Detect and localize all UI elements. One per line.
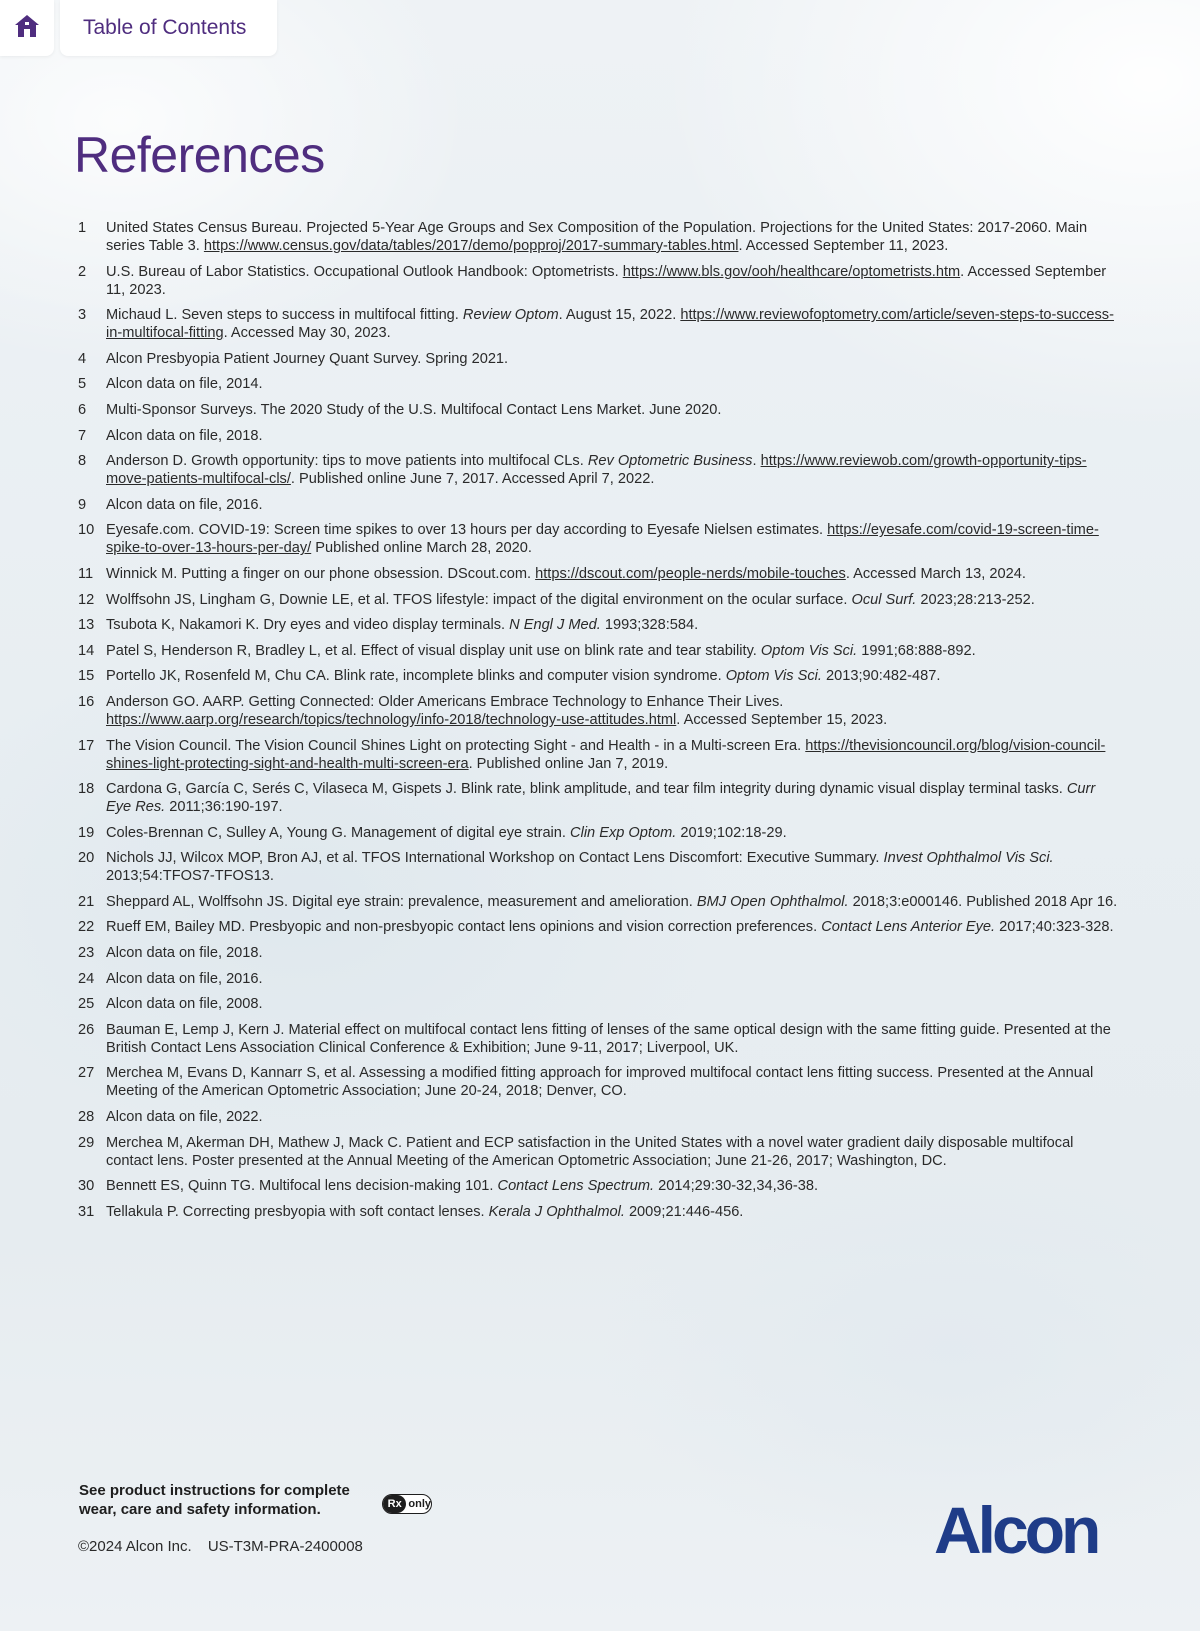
reference-link[interactable]: https://www.aarp.org/research/topics/technology/info-2018/technology-use-attitudes.html xyxy=(106,711,677,728)
reference-segment: . Accessed September 11, 2023. xyxy=(106,263,1107,298)
reference-text xyxy=(106,591,1123,609)
reference-segment: Anderson D. Growth opportunity: tips to move patients into multifocal CLs. xyxy=(106,453,588,470)
reference-segment: U.S. Bureau of Labor Statistics. Occupational Outlook Handbook: Optometrists. xyxy=(106,263,623,280)
reference-segment: . Accessed September 11, 2023. xyxy=(738,238,949,254)
reference-item xyxy=(78,1134,1123,1170)
reference-item xyxy=(78,1177,1123,1195)
copyright-line xyxy=(78,1538,363,1555)
reference-number: 30 xyxy=(78,1178,95,1195)
reference-segment: Multi-Sponsor Surveys. The 2020 Study of the U.S. Multifocal Contact Lens Market. June 2020. xyxy=(106,401,722,418)
reference-segment: Tsubota K, Nakamori K. Dry eyes and video display terminals. xyxy=(106,617,510,634)
reference-segment: . xyxy=(752,453,761,470)
reference-text xyxy=(106,780,1123,816)
reference-segment: United States Census Bureau. Projected 5-Year Age Groups and Sex Composition of the Population. Projections for the United States: 2017-2060. Main series Table 3. xyxy=(106,220,1088,254)
reference-number: 25 xyxy=(78,996,95,1013)
reference-number: 28 xyxy=(78,1109,95,1126)
reference-segment: Portello JK, Rosenfeld M, Chu CA. Blink rate, incomplete blinks and computer vision syndrome. xyxy=(106,668,726,685)
reference-text xyxy=(106,427,1123,445)
reference-segment: Alcon data on file, 2008. xyxy=(106,996,263,1013)
reference-text xyxy=(106,970,1123,988)
reference-number: 27 xyxy=(78,1065,95,1082)
reference-text xyxy=(106,1021,1123,1057)
reference-segment: Eyesafe.com. COVID-19: Screen time spikes to over 13 hours per day according to Eyesafe Nielsen estimates. xyxy=(106,522,828,539)
reference-text xyxy=(106,1203,1123,1221)
reference-segment: Bauman E, Lemp J, Kern J. Material effect on multifocal contact lens fitting of lenses of the same optical design with the same fitting guide. Presented at the British Contact Lens Association Clinical Conference & Exhibition; June 9-11, 2017; Liverpool, UK. xyxy=(106,1021,1111,1056)
journal-name: Rev Optometric Business xyxy=(587,453,753,470)
home-button[interactable] xyxy=(0,0,54,56)
reference-number: 6 xyxy=(78,401,87,418)
reference-item xyxy=(78,521,1123,557)
reference-item xyxy=(78,970,1123,988)
reference-link[interactable]: https://www.census.gov/data/tables/2017/demo/popproj/2017-summary-tables.html xyxy=(203,238,739,254)
reference-number: 14 xyxy=(78,642,95,659)
reference-segment: 2014;29:30-32,34,36-38. xyxy=(654,1178,819,1195)
reference-text xyxy=(106,1134,1123,1170)
journal-name: Optom Vis Sci. xyxy=(760,642,858,659)
reference-number: 4 xyxy=(78,350,87,367)
reference-item xyxy=(78,1108,1123,1126)
journal-name: Optom Vis Sci. xyxy=(725,668,822,685)
reference-link[interactable]: https://thevisioncouncil.org/blog/vision-council-shines-light-protecting-sight-and-health-multi-screen-era xyxy=(106,737,1106,772)
reference-text xyxy=(106,401,1123,419)
reference-segment: Coles-Brennan C, Sulley A, Young G. Management of digital eye strain. xyxy=(106,824,571,841)
reference-segment: The Vision Council. The Vision Council Shines Light on protecting Sight - and Health - in a Multi-screen Era. xyxy=(106,737,806,754)
reference-item xyxy=(78,849,1123,885)
reference-link[interactable]: https://eyesafe.com/covid-19-screen-time-spike-to-over-13-hours-per-day/ xyxy=(106,522,1099,557)
reference-text xyxy=(106,824,1123,842)
reference-segment: Winnick M. Putting a finger on our phone obsession. DScout.com. xyxy=(106,565,536,582)
reference-text xyxy=(106,693,1123,729)
reference-text xyxy=(106,306,1123,342)
reference-segment: Cardona G, García C, Serés C, Vilaseca M, Gispets J. Blink rate, blink amplitude, and tear film integrity during dynamic visual display terminal tasks. xyxy=(106,781,1067,798)
reference-segment: Alcon data on file, 2018. xyxy=(106,945,263,962)
reference-segment: Tellakula P. Correcting presbyopia with soft contact lenses. xyxy=(106,1203,489,1220)
reference-number: 18 xyxy=(78,781,95,798)
reference-link[interactable]: https://www.reviewob.com/growth-opportunity-tips-move-patients-multifocal-cls/ xyxy=(106,453,1087,488)
alcon-logo: Alcon xyxy=(934,1493,1098,1567)
journal-name: Contact Lens Anterior Eye. xyxy=(821,919,996,936)
reference-segment: Merchea M, Evans D, Kannarr S, et al. Assessing a modified fitting approach for improved multifocal contact lens fitting success. Presented at the Annual Meeting of the American Optometric Association; June 20-24, 2018; Denver, CO. xyxy=(106,1065,1094,1100)
journal-name: Contact Lens Spectrum. xyxy=(497,1178,655,1195)
reference-number: 20 xyxy=(78,850,95,867)
reference-text xyxy=(106,452,1123,488)
reference-segment: Alcon data on file, 2018. xyxy=(106,427,263,444)
reference-text xyxy=(106,219,1123,255)
reference-text xyxy=(106,521,1123,557)
reference-number: 23 xyxy=(78,945,95,962)
reference-number: 9 xyxy=(78,496,87,513)
reference-number: 7 xyxy=(78,427,87,444)
reference-link[interactable]: https://www.bls.gov/ooh/healthcare/optometrists.htm xyxy=(622,263,961,280)
journal-name: Ocul Surf. xyxy=(851,591,917,608)
reference-segment: Rueff EM, Bailey MD. Presbyopic and non-presbyopic contact lens opinions and vision correction preferences. xyxy=(106,919,822,936)
reference-number: 5 xyxy=(78,376,87,393)
reference-text xyxy=(106,944,1123,962)
reference-item xyxy=(78,737,1123,773)
reference-text xyxy=(106,1177,1123,1195)
reference-number: 19 xyxy=(78,824,95,841)
reference-segment: . Accessed May 30, 2023. xyxy=(223,325,391,342)
reference-text xyxy=(106,737,1123,773)
reference-segment: Merchea M, Akerman DH, Mathew J, Mack C. Patient and ECP satisfaction in the United States with a novel water gradient daily disposable multifocal contact lens. Poster presented at the Annual Meeting of the American Optometric Association; June 21-26, 2017; Washington, DC. xyxy=(106,1134,1074,1169)
reference-text xyxy=(106,918,1123,936)
reference-text xyxy=(106,642,1123,660)
journal-name: Invest Ophthalmol Vis Sci. xyxy=(883,850,1054,867)
reference-item xyxy=(78,667,1123,685)
reference-text xyxy=(106,995,1123,1013)
reference-segment: Anderson GO. AARP. Getting Connected: Older Americans Embrace Technology to Enhance Their Lives. xyxy=(106,693,784,710)
reference-segment: 2019;102:18-29. xyxy=(676,824,787,841)
document-code: US-T3M-PRA-2400008 xyxy=(207,1538,363,1555)
reference-item xyxy=(78,375,1123,393)
reference-item xyxy=(78,1021,1123,1057)
reference-text xyxy=(106,667,1123,685)
reference-segment: Michaud L. Seven steps to success in multifocal fitting. xyxy=(106,307,463,324)
reference-item xyxy=(78,350,1123,368)
reference-segment: 1993;328:584. xyxy=(600,617,699,634)
reference-item xyxy=(78,893,1123,911)
reference-segment: Alcon data on file, 2016. xyxy=(106,970,263,987)
reference-segment: 2009;21:446-456. xyxy=(624,1203,744,1220)
reference-item xyxy=(78,824,1123,842)
reference-text xyxy=(106,375,1123,393)
reference-item xyxy=(78,401,1123,419)
reference-item xyxy=(78,427,1123,445)
reference-item xyxy=(78,219,1123,255)
table-of-contents-tab[interactable] xyxy=(60,0,277,56)
toc-label: Table of Contents xyxy=(83,16,247,39)
references-list xyxy=(78,219,1123,1228)
reference-segment: Bennett ES, Quinn TG. Multifocal lens decision-making 101. xyxy=(106,1178,498,1195)
reference-segment: . Published online June 7, 2017. Accessed April 7, 2022. xyxy=(290,471,655,488)
rx-only-label: only xyxy=(408,1498,431,1510)
home-icon xyxy=(14,14,40,43)
reference-number: 10 xyxy=(78,522,95,539)
reference-number: 31 xyxy=(78,1203,95,1220)
reference-number: 1 xyxy=(78,220,87,236)
reference-text xyxy=(106,849,1123,885)
reference-item xyxy=(78,1203,1123,1221)
reference-item xyxy=(78,306,1123,342)
reference-segment: 2017;40:323-328. xyxy=(995,919,1114,936)
reference-item xyxy=(78,642,1123,660)
reference-text xyxy=(106,263,1123,299)
reference-segment: Sheppard AL, Wolffsohn JS. Digital eye strain: prevalence, measurement and amelioration. xyxy=(106,893,697,910)
reference-number: 16 xyxy=(78,693,95,710)
journal-name: Clin Exp Optom. xyxy=(570,824,677,841)
reference-item xyxy=(78,693,1123,729)
reference-item xyxy=(78,995,1123,1013)
reference-number: 29 xyxy=(78,1134,95,1151)
reference-segment: 2013;90:482-487. xyxy=(821,668,941,685)
reference-item xyxy=(78,1064,1123,1100)
reference-segment: . Published online Jan 7, 2019. xyxy=(468,755,669,772)
reference-text xyxy=(106,893,1123,911)
reference-segment: Alcon data on file, 2016. xyxy=(106,496,263,513)
copyright-text: ©2024 Alcon Inc. xyxy=(78,1538,192,1555)
rx-only-badge xyxy=(382,1494,432,1514)
reference-item xyxy=(78,944,1123,962)
reference-number: 2 xyxy=(78,263,87,280)
reference-segment: 2023;28:213-252. xyxy=(916,591,1035,608)
reference-segment: . August 15, 2022. xyxy=(558,307,681,324)
reference-number: 11 xyxy=(78,565,94,582)
rx-label: Rx xyxy=(383,1495,406,1513)
reference-segment: 2018;3:e000146. Published 2018 Apr 16. xyxy=(848,893,1118,910)
reference-segment: Alcon data on file, 2014. xyxy=(106,376,263,393)
reference-text xyxy=(106,496,1123,514)
reference-number: 21 xyxy=(78,893,95,910)
reference-link[interactable]: https://dscout.com/people-nerds/mobile-touches xyxy=(535,565,846,582)
reference-number: 17 xyxy=(78,737,95,754)
reference-item xyxy=(78,263,1123,299)
journal-name: BMJ Open Ophthalmol. xyxy=(696,893,849,910)
reference-segment: 1991;68:888-892. xyxy=(857,642,976,659)
reference-item xyxy=(78,496,1123,514)
journal-name: Kerala J Ophthalmol. xyxy=(488,1203,625,1220)
reference-item xyxy=(78,780,1123,816)
reference-item xyxy=(78,591,1123,609)
page-title: References xyxy=(74,127,325,183)
reference-item xyxy=(78,452,1123,488)
reference-item xyxy=(78,918,1123,936)
reference-number: 26 xyxy=(78,1021,95,1038)
reference-segment: Nichols JJ, Wilcox MOP, Bron AJ, et al. TFOS International Workshop on Contact Lens Discomfort: Executive Summary. xyxy=(106,850,884,867)
reference-segment: 2011;36:190-197. xyxy=(165,799,283,816)
reference-segment: Published online March 28, 2020. xyxy=(311,540,532,557)
reference-text xyxy=(106,565,1123,583)
reference-number: 3 xyxy=(78,307,87,324)
safety-note: See product instructions for complete wear, care and safety information. xyxy=(79,1482,350,1518)
reference-segment: 2013;54:TFOS7-TFOS13. xyxy=(106,868,274,885)
reference-number: 13 xyxy=(78,617,95,634)
reference-segment: . Accessed September 15, 2023. xyxy=(676,711,888,728)
reference-number: 8 xyxy=(78,453,87,470)
reference-number: 24 xyxy=(78,970,95,987)
reference-text xyxy=(106,616,1123,634)
reference-item xyxy=(78,565,1123,583)
reference-item xyxy=(78,616,1123,634)
reference-text xyxy=(106,1108,1123,1126)
journal-name: Review Optom xyxy=(462,307,559,324)
reference-segment: Patel S, Henderson R, Bradley L, et al. Effect of visual display unit use on blink rate and tear stability. xyxy=(106,642,761,659)
journal-name: N Engl J Med. xyxy=(509,617,601,634)
journal-name: Curr Eye Res. xyxy=(106,781,1096,816)
reference-link[interactable]: https://www.reviewofoptometry.com/article/seven-steps-to-success-in-multifocal-fitting xyxy=(106,307,1114,342)
reference-segment: Alcon data on file, 2022. xyxy=(106,1109,263,1126)
reference-segment: Wolffsohn JS, Lingham G, Downie LE, et al. TFOS lifestyle: impact of the digital environment on the ocular surface. xyxy=(106,591,852,608)
reference-number: 12 xyxy=(78,591,95,608)
reference-text xyxy=(106,1064,1123,1100)
reference-number: 22 xyxy=(78,919,95,936)
reference-segment: Alcon Presbyopia Patient Journey Quant Survey. Spring 2021. xyxy=(106,350,509,367)
reference-text xyxy=(106,350,1123,368)
reference-number: 15 xyxy=(78,668,95,685)
reference-segment: . Accessed March 13, 2024. xyxy=(845,565,1026,582)
